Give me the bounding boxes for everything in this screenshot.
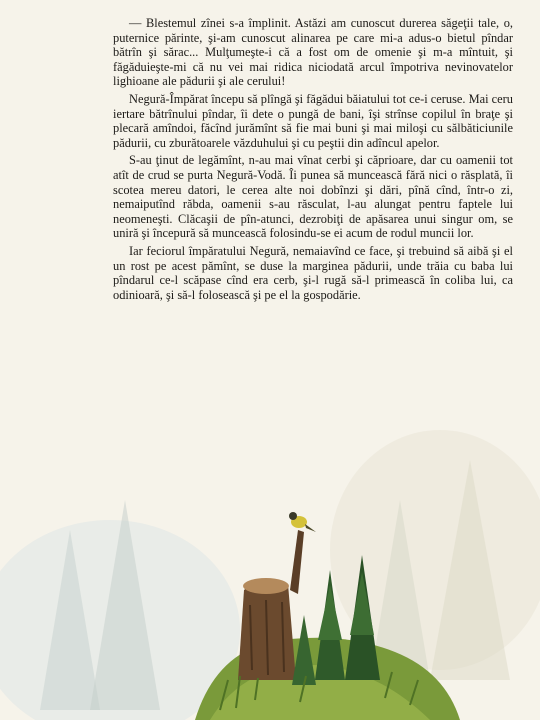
stump-top <box>243 578 289 594</box>
forest-illustration <box>0 380 540 720</box>
broken-branch <box>290 530 304 594</box>
bird-tail <box>305 524 316 532</box>
paragraph-3: S-au ţinut de legămînt, n-au mai vînat cerbi şi căprioare, dar cu oamenii tot atît de crud se purta Negură-Vodă. Îi punea să muncească fără nici o răsplată, îi scotea mereu datori, le cerea alte noi dobînzi şi dări, pînă cînd, într-o zi, nemaiputînd răbda, oamenii s-au răsculat, l-au alungat pentru faptele lui neomeneşti. Clăcaşii de pîn-atunci, dezrobiţi de apăsarea unui singur om, se uniră şi începură să muncească folosindu-se ei acum de rodul muncii lor. <box>113 153 513 241</box>
forest-scene-image <box>0 380 540 720</box>
story-text <box>113 16 513 305</box>
paragraph-1: — Blestemul zînei s-a împlinit. Astăzi am cunoscut durerea săgeţii tale, o, puternice părinte, şi-am cunoscut alinarea pe care mi-a adus-o bietul pîndar bătrîn şi sărac... Mulţumeşte-i că a fost om de omenie şi m-a mîntuit, şi făgăduieşte-mi că nu vei mai ridica niciodată arcul împotriva nevinovatelor lighioane ale pădurii şi ale cerului! <box>113 16 513 89</box>
paragraph-2: Negură-Împărat începu să plîngă şi făgădui băiatului tot ce-i ceruse. Mai ceru iertare bătrînului pîndar, îi dete o pungă de bani, îşi strînse copilul în braţe şi plecară amîndoi, făcînd jurămînt să fie mai buni şi mai miloşi cu sălbăticiunile pădurii, cu zburătoarele văzduhului şi cu peştii din adîncul apelor. <box>113 91 513 150</box>
paragraph-4: Iar feciorul împăratului Negură, nemaiavînd ce face, şi trebuind să aibă şi el un rost pe acest pămînt, se duse la marginea pădurii, unde trăia cu baba lui pîndarul ce-l scăpase cînd era cerb, şi-l rugă să-l primească în coliba lui, ca odinioară, şi să-l folosească şi pe el la gospodărie. <box>113 243 513 302</box>
bird-head <box>289 512 297 520</box>
